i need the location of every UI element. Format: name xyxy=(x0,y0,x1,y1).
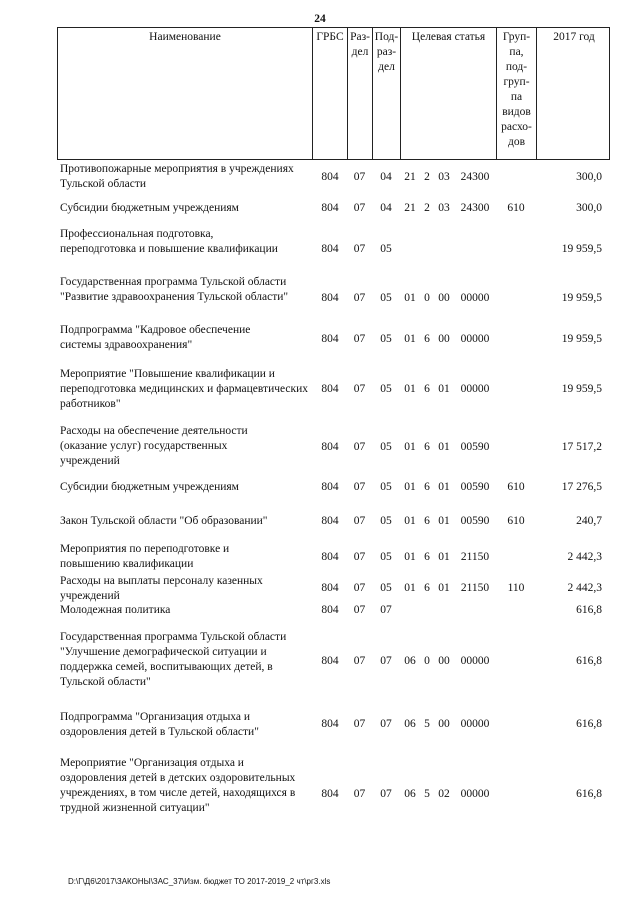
row-group: 610 xyxy=(507,481,525,493)
row-target-2: 6 xyxy=(424,481,430,493)
row-target-1: 01 xyxy=(404,481,416,493)
row-razdel: 07 xyxy=(353,292,366,304)
row-target-3: 00 xyxy=(438,655,450,667)
row-target-4: 00000 xyxy=(460,655,490,667)
row-podrazdel: 07 xyxy=(380,788,392,800)
row-name: Противопожарные мероприятия в учреждениях Тульской области xyxy=(60,163,294,190)
row-razdel: 07 xyxy=(353,243,366,255)
row-target-4: 24300 xyxy=(460,171,490,183)
row-podrazdel: 07 xyxy=(380,604,392,616)
row-name: Профессиональная подготовка, переподготовка и повышение квалификации xyxy=(60,228,278,255)
row-razdel: 07 xyxy=(353,551,366,563)
row-podrazdel: 07 xyxy=(380,718,392,730)
header-podrazdel: Под- раз- дел xyxy=(373,28,401,159)
row-target-1: 01 xyxy=(404,383,416,395)
row-target-4: 21150 xyxy=(460,551,490,563)
file-path-footer: D:\Г\Д6\2017\ЗАКОНЫ\ЗАС_37\Изм. бюджет ТО 2017-2019_2 чт\рг3.xls xyxy=(68,877,331,886)
row-name: Расходы на обеспечение деятельности (оказание услуг) государственных учреждений xyxy=(60,425,248,467)
row-razdel: 07 xyxy=(353,788,366,800)
row-amount: 616,8 xyxy=(576,788,602,800)
row-amount: 240,7 xyxy=(576,515,602,527)
row-grbs: 804 xyxy=(321,655,339,667)
row-razdel: 07 xyxy=(353,718,366,730)
header-group: Груп- па, под- груп- па видов расхо- дов xyxy=(497,28,537,159)
row-grbs: 804 xyxy=(321,171,339,183)
row-podrazdel: 04 xyxy=(380,202,392,214)
row-amount: 19 959,5 xyxy=(561,292,602,304)
row-grbs: 804 xyxy=(321,333,339,345)
table-row xyxy=(57,323,610,357)
row-razdel: 07 xyxy=(353,582,366,594)
row-group: 610 xyxy=(507,515,525,527)
table-row xyxy=(57,542,610,574)
row-grbs: 804 xyxy=(321,515,339,527)
row-amount: 616,8 xyxy=(576,604,602,616)
row-target-1: 01 xyxy=(404,292,416,304)
row-target-1: 01 xyxy=(404,441,416,453)
row-razdel: 07 xyxy=(353,202,366,214)
row-target-1: 06 xyxy=(404,718,416,730)
row-target-2: 6 xyxy=(424,441,430,453)
row-target-3: 00 xyxy=(438,718,450,730)
row-name: Молодежная политика xyxy=(60,604,171,616)
row-target-3: 01 xyxy=(438,515,450,527)
row-target-2: 6 xyxy=(424,551,430,563)
row-target-2: 6 xyxy=(424,582,430,594)
row-razdel: 07 xyxy=(353,481,366,493)
table-row xyxy=(57,710,610,742)
row-target-2: 6 xyxy=(424,383,430,395)
row-target-3: 03 xyxy=(438,202,450,214)
row-name: Мероприятие "Организация отдыха и оздоровления детей в детских оздоровительных учреждениях, в том числе детей, находящихся в трудной жизненной ситуации" xyxy=(60,757,296,814)
table-row xyxy=(57,201,610,219)
header-name: Наименование xyxy=(58,28,313,159)
row-grbs: 804 xyxy=(321,243,339,255)
header-grbs: ГРБС xyxy=(313,28,348,159)
row-target-3: 01 xyxy=(438,441,450,453)
row-amount: 300,0 xyxy=(576,171,602,183)
table-row xyxy=(57,227,610,274)
row-razdel: 07 xyxy=(353,655,366,667)
row-target-3: 00 xyxy=(438,292,450,304)
row-target-1: 01 xyxy=(404,551,416,563)
row-group: 110 xyxy=(507,582,525,594)
row-grbs: 804 xyxy=(321,582,339,594)
row-grbs: 804 xyxy=(321,292,339,304)
page-number: 24 xyxy=(314,13,326,25)
row-target-3: 01 xyxy=(438,383,450,395)
row-grbs: 804 xyxy=(321,551,339,563)
row-amount: 2 442,3 xyxy=(567,582,602,594)
row-target-4: 00000 xyxy=(460,788,490,800)
row-grbs: 804 xyxy=(321,718,339,730)
row-razdel: 07 xyxy=(353,604,366,616)
table-header xyxy=(57,27,610,160)
row-grbs: 804 xyxy=(321,441,339,453)
row-name: Закон Тульской области "Об образовании" xyxy=(60,515,268,527)
row-target-1: 21 xyxy=(404,171,416,183)
row-amount: 300,0 xyxy=(576,202,602,214)
row-target-4: 24300 xyxy=(460,202,490,214)
table-row xyxy=(57,367,610,414)
row-target-3: 00 xyxy=(438,333,450,345)
row-target-1: 01 xyxy=(404,333,416,345)
table-row xyxy=(57,630,610,694)
row-target-2: 6 xyxy=(424,333,430,345)
row-grbs: 804 xyxy=(321,383,339,395)
row-amount: 19 959,5 xyxy=(561,243,602,255)
row-podrazdel: 07 xyxy=(380,655,392,667)
row-podrazdel: 05 xyxy=(380,515,392,527)
table-row xyxy=(57,275,610,322)
row-name: Подпрограмма "Организация отдыха и оздоровления детей в Тульской области" xyxy=(60,711,259,738)
row-target-1: 01 xyxy=(404,515,416,527)
row-target-4: 00590 xyxy=(460,481,490,493)
row-podrazdel: 05 xyxy=(380,292,392,304)
row-target-2: 6 xyxy=(424,515,430,527)
row-target-2: 0 xyxy=(424,292,430,304)
row-grbs: 804 xyxy=(321,481,339,493)
row-podrazdel: 05 xyxy=(380,243,392,255)
table-row xyxy=(57,480,610,498)
row-target-4: 00000 xyxy=(460,718,490,730)
row-amount: 17 276,5 xyxy=(561,481,602,493)
row-target-3: 01 xyxy=(438,582,450,594)
header-razdel: Раз- дел xyxy=(348,28,373,159)
table-row xyxy=(57,756,610,834)
row-razdel: 07 xyxy=(353,441,366,453)
row-podrazdel: 05 xyxy=(380,481,392,493)
row-podrazdel: 04 xyxy=(380,171,392,183)
row-amount: 19 959,5 xyxy=(561,383,602,395)
row-podrazdel: 05 xyxy=(380,441,392,453)
row-target-4: 21150 xyxy=(460,582,490,594)
table-row xyxy=(57,424,610,471)
row-amount: 17 517,2 xyxy=(561,441,602,453)
row-target-3: 02 xyxy=(438,788,450,800)
row-target-2: 0 xyxy=(424,655,430,667)
table-row xyxy=(57,162,610,194)
row-name: Мероприятие "Повышение квалификации и переподготовка медицинских и фармацевтических работников" xyxy=(60,368,308,410)
row-name: Субсидии бюджетным учреждениям xyxy=(60,202,239,214)
row-amount: 616,8 xyxy=(576,718,602,730)
row-target-4: 00000 xyxy=(460,292,490,304)
row-target-2: 2 xyxy=(424,171,430,183)
row-target-3: 01 xyxy=(438,481,450,493)
row-target-4: 00000 xyxy=(460,383,490,395)
header-year: 2017 год xyxy=(553,31,595,43)
row-razdel: 07 xyxy=(353,171,366,183)
row-razdel: 07 xyxy=(353,383,366,395)
row-amount: 616,8 xyxy=(576,655,602,667)
row-target-3: 01 xyxy=(438,551,450,563)
row-amount: 2 442,3 xyxy=(567,551,602,563)
table-header-wrap xyxy=(57,27,610,160)
row-name: Государственная программа Тульской области "Улучшение демографической ситуации и поддержка семей, воспитывающих детей, в Тульской области" xyxy=(60,631,287,688)
row-grbs: 804 xyxy=(321,604,339,616)
row-name: Субсидии бюджетным учреждениям xyxy=(60,481,239,493)
header-target: Целевая статья xyxy=(401,28,497,159)
row-target-4: 00000 xyxy=(460,333,490,345)
row-target-1: 06 xyxy=(404,655,416,667)
row-podrazdel: 05 xyxy=(380,383,392,395)
row-razdel: 07 xyxy=(353,333,366,345)
row-target-2: 2 xyxy=(424,202,430,214)
row-target-2: 5 xyxy=(424,788,430,800)
row-target-1: 06 xyxy=(404,788,416,800)
row-target-2: 5 xyxy=(424,718,430,730)
row-target-4: 00590 xyxy=(460,515,490,527)
row-target-3: 03 xyxy=(438,171,450,183)
table-row xyxy=(57,514,610,532)
row-target-1: 21 xyxy=(404,202,416,214)
row-grbs: 804 xyxy=(321,788,339,800)
table-row xyxy=(57,603,610,621)
row-target-1: 01 xyxy=(404,582,416,594)
row-group: 610 xyxy=(507,202,525,214)
row-name: Государственная программа Тульской области "Развитие здравоохранения Тульской области" xyxy=(60,276,289,303)
table-row xyxy=(57,574,610,606)
row-grbs: 804 xyxy=(321,202,339,214)
row-name: Мероприятия по переподготовке и повышению квалификации xyxy=(60,543,230,570)
row-name: Подпрограмма "Кадровое обеспечение системы здравоохранения" xyxy=(60,324,251,351)
row-podrazdel: 05 xyxy=(380,582,392,594)
row-podrazdel: 05 xyxy=(380,333,392,345)
row-amount: 19 959,5 xyxy=(561,333,602,345)
row-name: Расходы на выплаты персоналу казенных учреждений xyxy=(60,575,263,602)
row-podrazdel: 05 xyxy=(380,551,392,563)
row-target-4: 00590 xyxy=(460,441,490,453)
row-razdel: 07 xyxy=(353,515,366,527)
